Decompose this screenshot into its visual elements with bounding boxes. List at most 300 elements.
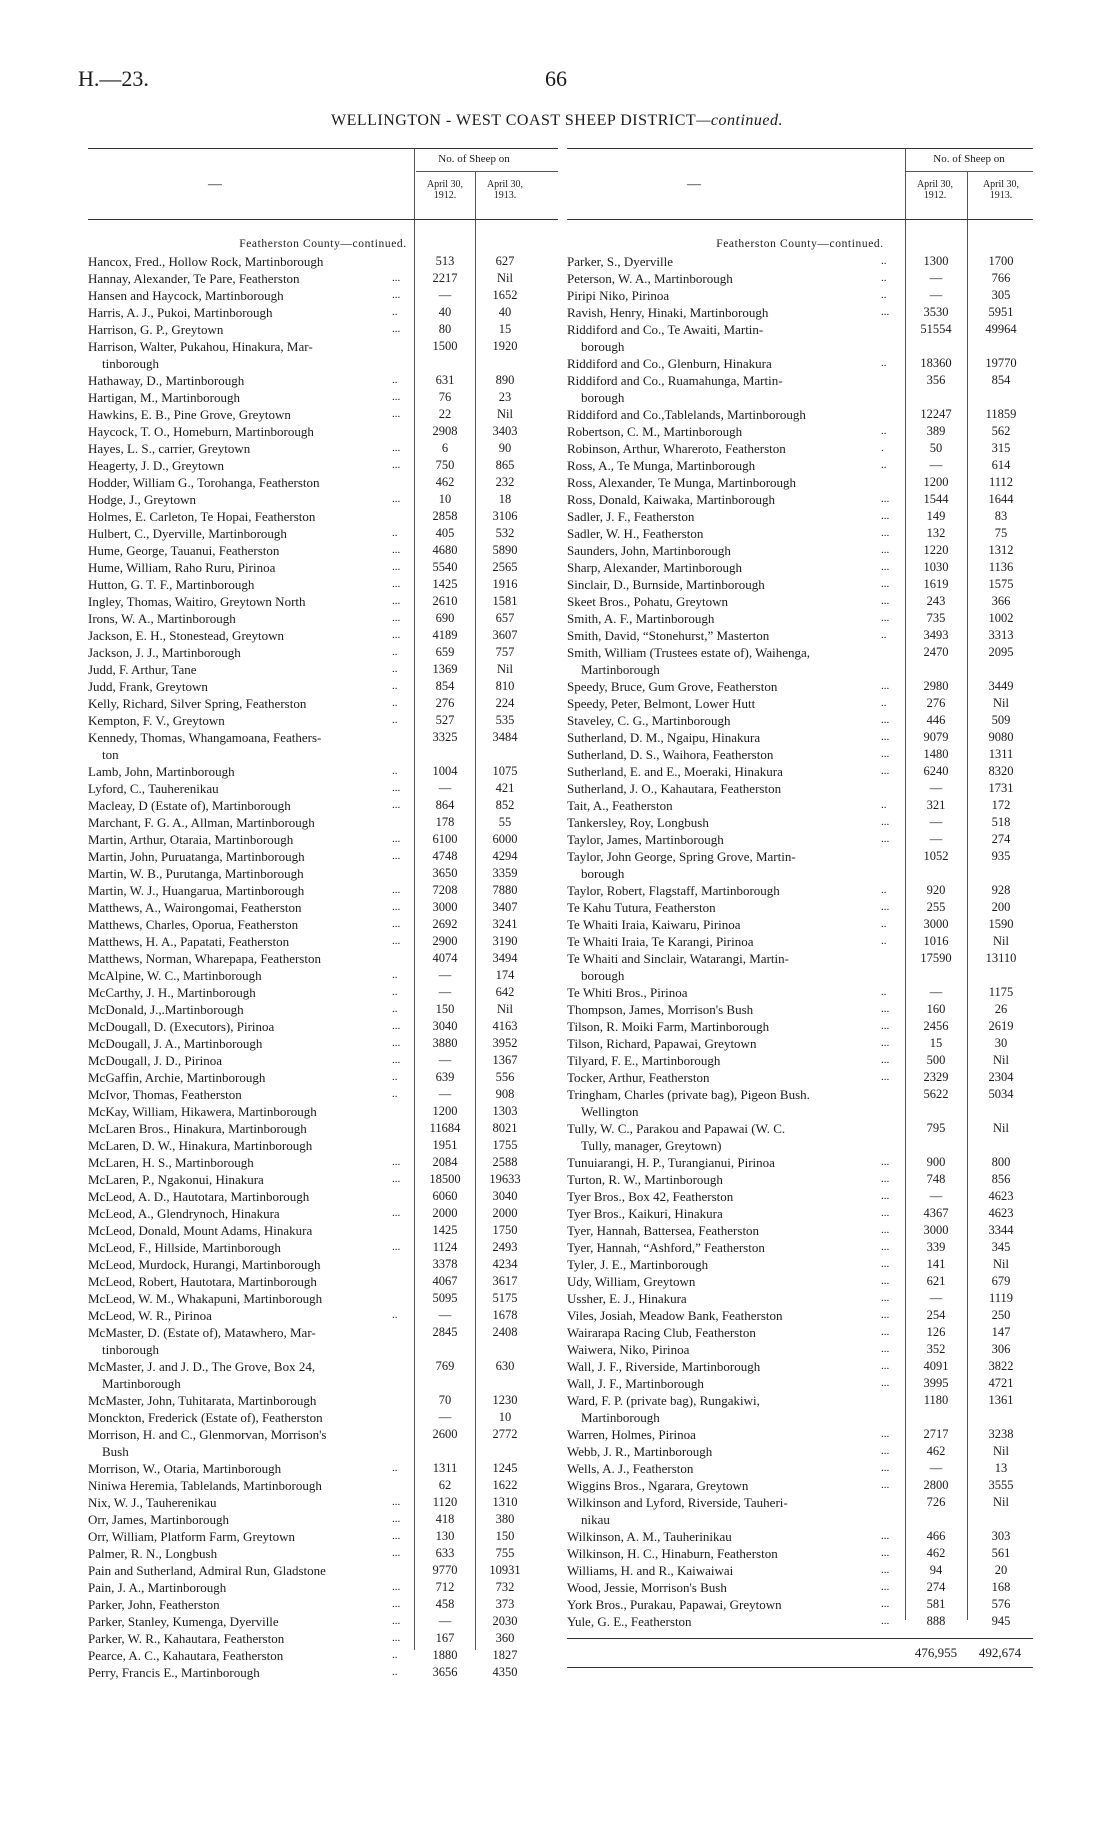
sheep-1913: 890 bbox=[495, 373, 515, 387]
leader-dots: ... bbox=[392, 1513, 401, 1525]
sheep-1912: 50 bbox=[929, 441, 943, 455]
sheep-1913: 20 bbox=[994, 1563, 1008, 1577]
table-row bbox=[88, 1188, 558, 1205]
entry-name: Robinson, Arthur, Whareroto, Featherston bbox=[567, 441, 786, 456]
table-row bbox=[567, 1443, 1033, 1460]
leader-dots: ... bbox=[392, 1598, 401, 1610]
sheep-1913: 8320 bbox=[988, 764, 1014, 778]
entry-name: Tilson, R. Moiki Farm, Martinborough bbox=[567, 1019, 770, 1034]
table-row bbox=[88, 1579, 558, 1596]
sheep-1913: 856 bbox=[991, 1172, 1011, 1186]
entry-name: Tyer, Hannah, “Ashford,” Featherston bbox=[567, 1240, 765, 1255]
sheep-1913: 1622 bbox=[492, 1478, 518, 1492]
leader-dots: ... bbox=[392, 289, 401, 301]
sheep-1912: 1425 bbox=[432, 577, 458, 591]
entry-name: Ross, Donald, Kaiwaka, Martinborough bbox=[567, 492, 775, 507]
sheep-1913: 1311 bbox=[988, 747, 1014, 761]
sheep-1913: 3040 bbox=[492, 1189, 518, 1203]
sheep-1912: 18360 bbox=[920, 356, 952, 370]
sheep-1913: 3555 bbox=[988, 1478, 1014, 1492]
sheep-1913: 1652 bbox=[492, 288, 518, 302]
table-row bbox=[88, 508, 558, 525]
leader-dots: ... bbox=[881, 714, 890, 726]
entry-name: Matthews, Norman, Wharepapa, Featherston bbox=[88, 951, 321, 966]
sheep-1913: 3238 bbox=[988, 1427, 1014, 1441]
sheep-1912: 735 bbox=[926, 611, 946, 625]
table-row bbox=[567, 882, 1033, 899]
sheep-1912: 160 bbox=[926, 1002, 946, 1016]
sheep-1912: 2217 bbox=[432, 271, 458, 285]
section-title: Featherston County—continued. bbox=[716, 238, 884, 250]
table-row bbox=[567, 576, 1033, 593]
entry-name: Smith, A. F., Martinborough bbox=[567, 611, 715, 626]
leader-dots: ... bbox=[392, 918, 401, 930]
sheep-1913: 945 bbox=[991, 1614, 1011, 1628]
entry-name: Taylor, James, Martinborough bbox=[567, 832, 724, 847]
entry-name: Turton, R. W., Martinborough bbox=[567, 1172, 723, 1187]
sheep-1913: Nil bbox=[497, 1002, 513, 1016]
sheep-1913: 7880 bbox=[492, 883, 518, 897]
entry-name: Peterson, W. A., Martinborough bbox=[567, 271, 733, 286]
sheep-1913: 373 bbox=[495, 1597, 515, 1611]
entry-name: Te Whaiti Iraia, Kaiwaru, Pirinoa bbox=[567, 917, 741, 932]
entry-name: Lyford, C., Tauherenikau bbox=[88, 781, 219, 796]
sheep-1912: 920 bbox=[926, 883, 946, 897]
table-row bbox=[567, 542, 1033, 559]
entry-name: Hayes, L. S., carrier, Greytown bbox=[88, 441, 251, 456]
leader-dots: ... bbox=[392, 782, 401, 794]
sheep-1912: — bbox=[929, 985, 943, 999]
entry-name: McLeod, Murdock, Hurangi, Martinborough bbox=[88, 1257, 321, 1272]
sheep-1913: 306 bbox=[991, 1342, 1011, 1356]
table-row bbox=[567, 627, 1033, 644]
sheep-1913: 4234 bbox=[492, 1257, 518, 1271]
leader-dots: .. bbox=[392, 986, 398, 998]
sheep-1913: 535 bbox=[495, 713, 515, 727]
entry-name: McIvor, Thomas, Featherston bbox=[88, 1087, 242, 1102]
sheep-1912: 2908 bbox=[432, 424, 458, 438]
sheep-1912: 126 bbox=[926, 1325, 946, 1339]
table-row bbox=[88, 780, 558, 797]
sheep-1912: 3493 bbox=[923, 628, 949, 642]
leader-dots: ... bbox=[392, 629, 401, 641]
sheep-1913: 360 bbox=[495, 1631, 515, 1645]
leader-dots: ... bbox=[392, 391, 401, 403]
sheep-1913: 766 bbox=[991, 271, 1011, 285]
leader-dots: ... bbox=[392, 901, 401, 913]
leader-dots: ... bbox=[392, 1156, 401, 1168]
sheep-1913: 3407 bbox=[492, 900, 518, 914]
table-row bbox=[567, 746, 1033, 763]
entry-name: Te Kahu Tutura, Featherston bbox=[567, 900, 716, 915]
sheep-1912: 1200 bbox=[432, 1104, 458, 1118]
sheep-1912: — bbox=[438, 288, 452, 302]
sheep-1913: 305 bbox=[991, 288, 1011, 302]
sheep-1912: 2000 bbox=[432, 1206, 458, 1220]
entry-name: Webb, J. R., Martinborough bbox=[567, 1444, 713, 1459]
sheep-1912: 40 bbox=[438, 305, 452, 319]
sheep-1913: 1310 bbox=[492, 1495, 518, 1509]
sheep-1913: 250 bbox=[991, 1308, 1011, 1322]
leader-dots: ... bbox=[392, 833, 401, 845]
sheep-1913: 732 bbox=[495, 1580, 515, 1594]
sheep-1912: 2610 bbox=[432, 594, 458, 608]
entry-name: Wall, J. F., Martinborough bbox=[567, 1376, 704, 1391]
leader-dots: ... bbox=[881, 561, 890, 573]
sheep-1913: 3190 bbox=[492, 934, 518, 948]
leader-dots: ... bbox=[392, 272, 401, 284]
sheep-1912: 339 bbox=[926, 1240, 946, 1254]
sheep-1913: 2408 bbox=[492, 1325, 518, 1339]
sheep-1912: 1016 bbox=[923, 934, 949, 948]
sheep-1913: 3822 bbox=[988, 1359, 1014, 1373]
entry-name: Matthews, Charles, Oporua, Featherston bbox=[88, 917, 299, 932]
table-row bbox=[567, 1001, 1033, 1018]
table-row bbox=[567, 1392, 1033, 1409]
sheep-1912: 141 bbox=[926, 1257, 946, 1271]
table-row bbox=[567, 491, 1033, 508]
sheep-1913: 852 bbox=[495, 798, 515, 812]
table-row bbox=[88, 627, 558, 644]
sheep-1913: 174 bbox=[495, 968, 515, 982]
table-row bbox=[88, 1664, 558, 1681]
entry-name: Riddiford and Co., Te Awaiti, Martin- bbox=[567, 322, 764, 337]
table-row bbox=[88, 457, 558, 474]
entry-name: Tyer Bros., Kaikuri, Hinakura bbox=[567, 1206, 723, 1221]
sheep-1913: 1581 bbox=[492, 594, 518, 608]
sheep-1913: 4623 bbox=[988, 1206, 1014, 1220]
sheep-1912: 2717 bbox=[923, 1427, 949, 1441]
sheep-1913: 303 bbox=[991, 1529, 1011, 1543]
entry-name: York Bros., Purakau, Papawai, Greytown bbox=[567, 1597, 782, 1612]
table-row bbox=[567, 610, 1033, 627]
sheep-1912: 458 bbox=[435, 1597, 455, 1611]
sheep-1913: 3344 bbox=[988, 1223, 1014, 1237]
table-row bbox=[88, 474, 558, 491]
sheep-1913: 1075 bbox=[492, 764, 518, 778]
table-row bbox=[567, 1103, 1033, 1120]
table-row bbox=[567, 474, 1033, 491]
table-row bbox=[88, 559, 558, 576]
table-row bbox=[88, 610, 558, 627]
leader-dots: ... bbox=[392, 323, 401, 335]
entry-name: Heagerty, J. D., Greytown bbox=[88, 458, 224, 473]
entry-name: Tocker, Arthur, Featherston bbox=[567, 1070, 710, 1085]
entry-name: Tankersley, Roy, Longbush bbox=[567, 815, 709, 830]
sheep-1913: 1175 bbox=[988, 985, 1014, 999]
table-row bbox=[567, 1511, 1033, 1528]
sheep-1913: 928 bbox=[991, 883, 1011, 897]
leader-dots: ... bbox=[392, 561, 401, 573]
table-row bbox=[88, 1494, 558, 1511]
sheep-1913: 3359 bbox=[492, 866, 518, 880]
leader-dots: .. bbox=[881, 884, 887, 896]
sheep-1913: 2493 bbox=[492, 1240, 518, 1254]
sheep-1913: 865 bbox=[495, 458, 515, 472]
sheep-1912: 1220 bbox=[923, 543, 949, 557]
entry-name: Ross, Alexander, Te Munga, Martinborough bbox=[567, 475, 797, 490]
sheep-1913: 1920 bbox=[492, 339, 518, 353]
sheep-1912: 631 bbox=[435, 373, 455, 387]
table-row bbox=[88, 1086, 558, 1103]
leader-dots: ... bbox=[392, 1496, 401, 1508]
entry-name: McLeod, W. R., Pirinoa bbox=[88, 1308, 212, 1323]
leader-dots: ... bbox=[392, 1020, 401, 1032]
table-row bbox=[88, 1426, 558, 1443]
leader-dots: ... bbox=[392, 493, 401, 505]
table-row bbox=[88, 695, 558, 712]
leader-dots: .. bbox=[392, 714, 398, 726]
leader-dots: ... bbox=[881, 306, 890, 318]
table-row bbox=[567, 287, 1033, 304]
sheep-1912: 1300 bbox=[923, 254, 949, 268]
entry-name: Smith, William (Trustees estate of), Waihenga, bbox=[567, 645, 810, 660]
table-row bbox=[567, 1307, 1033, 1324]
table-row bbox=[567, 950, 1033, 967]
sheep-1913: Nil bbox=[993, 1053, 1009, 1067]
entry-name: Sadler, W. H., Featherston bbox=[567, 526, 704, 541]
sheep-1913: Nil bbox=[993, 1495, 1009, 1509]
table-row bbox=[88, 1052, 558, 1069]
table-row bbox=[567, 661, 1033, 678]
leader-dots: ... bbox=[881, 1241, 890, 1253]
leader-dots: ... bbox=[881, 527, 890, 539]
sheep-1913: 380 bbox=[495, 1512, 515, 1526]
entry-name: Riddiford and Co.,Tablelands, Martinborough bbox=[567, 407, 806, 422]
entry-name: Morrison, H. and C., Glenmorvan, Morrison's bbox=[88, 1427, 327, 1442]
sheep-1913: 83 bbox=[994, 509, 1008, 523]
table-row bbox=[88, 1511, 558, 1528]
leader-dots: ... bbox=[392, 799, 401, 811]
table-row bbox=[88, 1239, 558, 1256]
sheep-1912: 70 bbox=[438, 1393, 452, 1407]
entry-name: Macleay, D (Estate of), Martinborough bbox=[88, 798, 291, 813]
table-row bbox=[567, 440, 1033, 457]
table-row bbox=[88, 831, 558, 848]
entry-name: Wilkinson, A. M., Tauherinikau bbox=[567, 1529, 732, 1544]
entry-name: Matthews, H. A., Papatati, Featherston bbox=[88, 934, 290, 949]
header-year-1912: April 30, 1912. bbox=[916, 179, 954, 201]
sheep-1913: 345 bbox=[991, 1240, 1011, 1254]
sheep-1913: 576 bbox=[991, 1597, 1011, 1611]
entry-name: Hodder, William G., Torohanga, Featherston bbox=[88, 475, 320, 490]
entry-name: Te Whiti Bros., Pirinoa bbox=[567, 985, 688, 1000]
sheep-1913: 5175 bbox=[492, 1291, 518, 1305]
entry-name: Hawkins, E. B., Pine Grove, Greytown bbox=[88, 407, 291, 422]
table-row bbox=[567, 831, 1033, 848]
table-row bbox=[567, 1052, 1033, 1069]
leader-dots: .. bbox=[392, 527, 398, 539]
sheep-1913: 2000 bbox=[492, 1206, 518, 1220]
sheep-1913: 2565 bbox=[492, 560, 518, 574]
sheep-1912: 6100 bbox=[432, 832, 458, 846]
sheep-1913: 1916 bbox=[492, 577, 518, 591]
header-dash: — bbox=[687, 177, 701, 192]
entry-name: Matthews, A., Wairongomai, Featherston bbox=[88, 900, 302, 915]
leader-dots: ... bbox=[392, 1207, 401, 1219]
entry-name: Warren, Holmes, Pirinoa bbox=[567, 1427, 696, 1442]
entry-name: McLeod, Robert, Hautotara, Martinborough bbox=[88, 1274, 317, 1289]
entry-name: Haycock, T. O., Homeburn, Martinborough bbox=[88, 424, 314, 439]
entry-name: McKay, William, Hikawera, Martinborough bbox=[88, 1104, 317, 1119]
sheep-1912: — bbox=[438, 1053, 452, 1067]
leader-dots: .. bbox=[881, 986, 887, 998]
sheep-1913: Nil bbox=[497, 271, 513, 285]
entry-name: Martin, W. B., Purutanga, Martinborough bbox=[88, 866, 304, 881]
table-row bbox=[88, 916, 558, 933]
entry-name: Harrison, Walter, Pukahou, Hinakura, Mar- bbox=[88, 339, 313, 354]
entry-name: Tyer Bros., Box 42, Featherston bbox=[567, 1189, 734, 1204]
table-row bbox=[567, 593, 1033, 610]
sheep-1912: 2470 bbox=[923, 645, 949, 659]
left-rows bbox=[88, 220, 558, 1681]
entry-name: McLeod, F., Hillside, Martinborough bbox=[88, 1240, 281, 1255]
table-row bbox=[567, 1018, 1033, 1035]
sheep-1912: 149 bbox=[926, 509, 946, 523]
table-row bbox=[88, 865, 558, 882]
table-row bbox=[88, 1392, 558, 1409]
entry-name: Hume, George, Tauanui, Featherston bbox=[88, 543, 280, 558]
leader-dots: ... bbox=[392, 408, 401, 420]
leader-dots: .. bbox=[881, 918, 887, 930]
sheep-1913: 1312 bbox=[988, 543, 1014, 557]
sheep-1913: 315 bbox=[991, 441, 1011, 455]
entry-name: Marchant, F. G. A., Allman, Martinborough bbox=[88, 815, 315, 830]
sheep-1912: 4067 bbox=[432, 1274, 458, 1288]
sheep-1912: 2800 bbox=[923, 1478, 949, 1492]
table-row bbox=[88, 1613, 558, 1630]
table-row bbox=[567, 797, 1033, 814]
table-row bbox=[567, 457, 1033, 474]
table-row bbox=[88, 1018, 558, 1035]
sheep-1912: 3995 bbox=[923, 1376, 949, 1390]
entry-name: Wellington bbox=[581, 1104, 639, 1119]
entry-name: Parker, Stanley, Kumenga, Dyerville bbox=[88, 1614, 279, 1629]
sheep-1912: 3650 bbox=[432, 866, 458, 880]
entry-name: Robertson, C. M., Martinborough bbox=[567, 424, 743, 439]
sheep-1912: 3378 bbox=[432, 1257, 458, 1271]
sheep-1913: Nil bbox=[993, 1257, 1009, 1271]
sheep-1912: 352 bbox=[926, 1342, 946, 1356]
table-row bbox=[567, 1256, 1033, 1273]
leader-dots: ... bbox=[881, 612, 890, 624]
table-row bbox=[88, 593, 558, 610]
sheep-1912: 6 bbox=[441, 441, 449, 455]
entry-name: Monckton, Frederick (Estate of), Featherston bbox=[88, 1410, 323, 1425]
sheep-1912: 6240 bbox=[923, 764, 949, 778]
entry-name: McLaren, D. W., Hinakura, Martinborough bbox=[88, 1138, 313, 1153]
sheep-1913: 1575 bbox=[988, 577, 1014, 591]
table-row bbox=[88, 389, 558, 406]
sheep-1912: — bbox=[929, 1291, 943, 1305]
leader-dots: ... bbox=[881, 1003, 890, 1015]
table-row bbox=[88, 678, 558, 695]
leader-dots: ... bbox=[392, 612, 401, 624]
leader-dots: ... bbox=[881, 1377, 890, 1389]
leader-dots: .. bbox=[881, 629, 887, 641]
table-row bbox=[567, 406, 1033, 423]
table-row bbox=[88, 372, 558, 389]
table-row bbox=[88, 1596, 558, 1613]
table-row bbox=[567, 1171, 1033, 1188]
table-row bbox=[88, 1154, 558, 1171]
entry-name: borough bbox=[581, 339, 625, 354]
sheep-1913: 509 bbox=[991, 713, 1011, 727]
table-row bbox=[88, 525, 558, 542]
table-row bbox=[567, 712, 1033, 729]
leader-dots: ... bbox=[881, 510, 890, 522]
header-code: H.—23. bbox=[78, 66, 149, 91]
leader-dots: .. bbox=[881, 289, 887, 301]
leader-dots: ... bbox=[881, 595, 890, 607]
left-table-header bbox=[88, 148, 558, 220]
entry-name: Wairarapa Racing Club, Featherston bbox=[567, 1325, 756, 1340]
table-row bbox=[567, 304, 1033, 321]
entry-name: Tilson, Richard, Papawai, Greytown bbox=[567, 1036, 757, 1051]
leader-dots: ... bbox=[392, 1632, 401, 1644]
title-continued: —continued. bbox=[696, 112, 784, 129]
sheep-1912: 12247 bbox=[920, 407, 952, 421]
sheep-1912: 2692 bbox=[432, 917, 458, 931]
table-row bbox=[88, 746, 558, 763]
sheep-1913: 19633 bbox=[489, 1172, 521, 1186]
table-row bbox=[88, 814, 558, 831]
entry-name: Wall, J. F., Riverside, Martinborough bbox=[567, 1359, 761, 1374]
leader-dots: .. bbox=[881, 425, 887, 437]
entry-name: Ingley, Thomas, Waitiro, Greytown North bbox=[88, 594, 306, 609]
entry-name: Tait, A., Featherston bbox=[567, 798, 673, 813]
leader-dots: ... bbox=[881, 1054, 890, 1066]
table-row bbox=[567, 270, 1033, 287]
entry-name: Yule, G. E., Featherston bbox=[567, 1614, 692, 1629]
sheep-1913: 5951 bbox=[988, 305, 1014, 319]
table-row bbox=[88, 1307, 558, 1324]
sheep-1913: 2588 bbox=[492, 1155, 518, 1169]
sheep-1912: 4367 bbox=[923, 1206, 949, 1220]
entry-name: Irons, W. A., Martinborough bbox=[88, 611, 236, 626]
sheep-1912: 864 bbox=[435, 798, 455, 812]
entry-name: McDougall, J. D., Pirinoa bbox=[88, 1053, 222, 1068]
table-row bbox=[88, 304, 558, 321]
sheep-1913: 1112 bbox=[988, 475, 1014, 489]
table-row bbox=[88, 491, 558, 508]
sheep-1912: 22 bbox=[438, 407, 452, 421]
sheep-1912: 51554 bbox=[920, 322, 952, 336]
sheep-1912: 462 bbox=[435, 475, 455, 489]
entry-name: Harrison, G. P., Greytown bbox=[88, 322, 224, 337]
sheep-1912: 4680 bbox=[432, 543, 458, 557]
sheep-1912: 690 bbox=[435, 611, 455, 625]
sheep-1912: 1180 bbox=[923, 1393, 949, 1407]
entry-name: borough bbox=[581, 968, 625, 983]
table-row bbox=[88, 1290, 558, 1307]
leader-dots: .. bbox=[881, 357, 887, 369]
entry-name: McLaren Bros., Hinakura, Martinborough bbox=[88, 1121, 307, 1136]
entry-name: borough bbox=[581, 866, 625, 881]
entry-name: Martin, W. J., Huangarua, Martinborough bbox=[88, 883, 305, 898]
sheep-1913: 10 bbox=[498, 1410, 512, 1424]
leader-dots: ... bbox=[881, 1326, 890, 1338]
entry-name: Ward, F. P. (private bag), Rungakiwi, bbox=[567, 1393, 760, 1408]
sheep-1913: 4721 bbox=[988, 1376, 1014, 1390]
entry-name: Sadler, J. F., Featherston bbox=[567, 509, 695, 524]
leader-dots: .. bbox=[392, 1649, 398, 1661]
table-row bbox=[567, 1239, 1033, 1256]
header-group: No. of Sheep on bbox=[438, 153, 510, 165]
leader-dots: .. bbox=[881, 799, 887, 811]
entry-name: Bush bbox=[102, 1444, 129, 1459]
sheep-1912: 243 bbox=[926, 594, 946, 608]
